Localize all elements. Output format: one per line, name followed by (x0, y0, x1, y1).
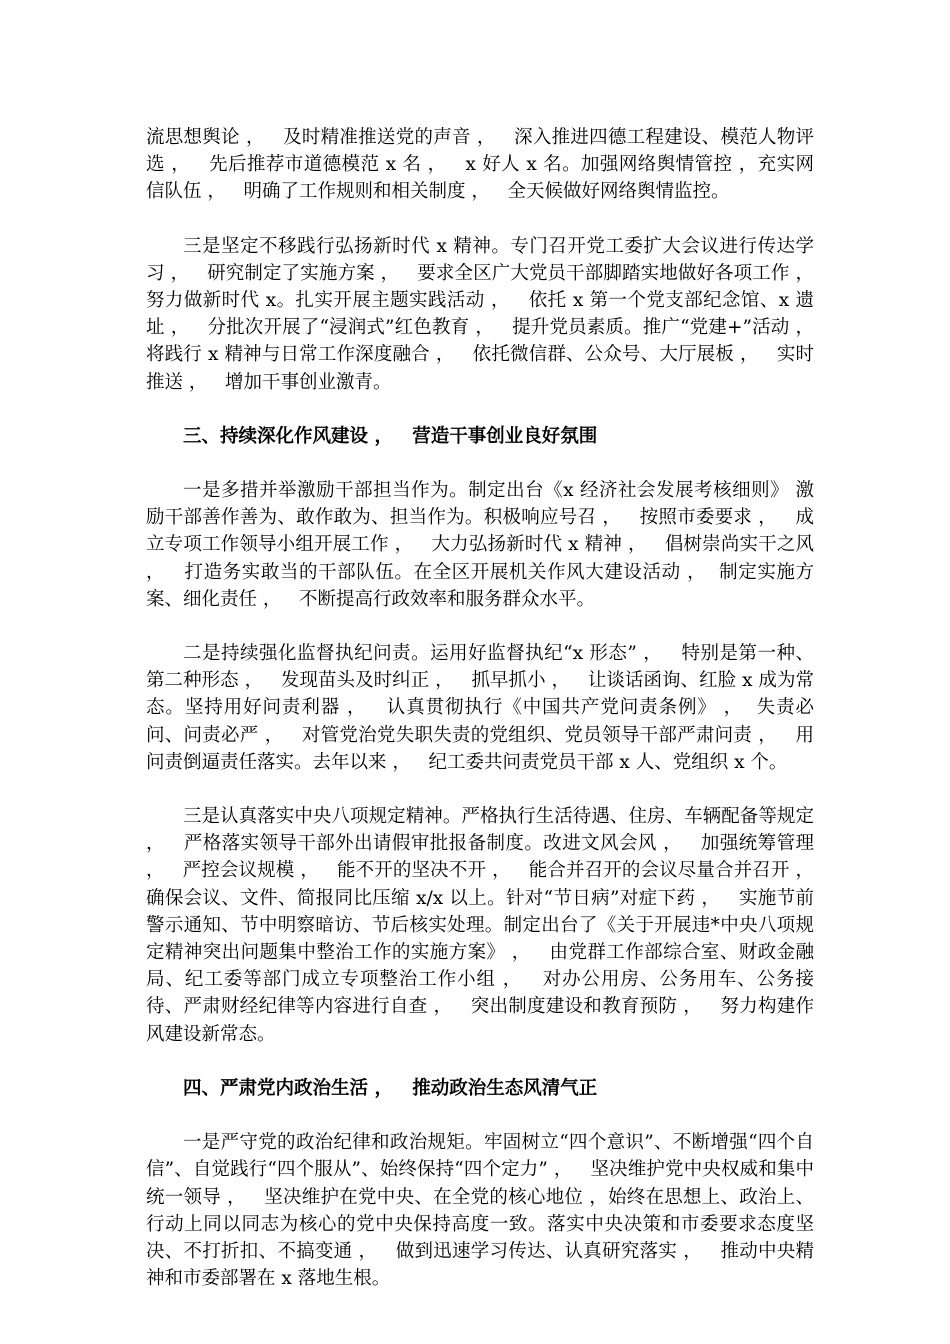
section-heading: 四、严肃党内政治生活 ， 推动政治生态风清气正 (183, 1077, 598, 1099)
paragraph: 流思想舆论 ， 及时精准推送党的声音 ， 深入推进四德工程建设、模范人物评选 ， 先后推荐市道德模范 x 名 ， x 好人 x 名。加强网络舆情管控 ，充实网信队伍 ， 明确了工作规则和相关制度 ， 全天候做好网络舆情监控。 (146, 127, 814, 203)
section-heading: 三、持续深化作风建设 ， 营造干事创业良好氛围 (183, 425, 598, 447)
paragraph: 三是认真落实中央八项规定精神。严格执行生活待遇、住房、车辆配备等规定 ， 严格落实领导干部外出请假审批报备制度。改进文风会风 ， 加强统筹管理 ， 严控会议规模 ， 能不开的坚决不开 ， 能合并召开的会议尽量合并召开 ， 确保会议、文件、简报同比压缩 x/x 以上。针对“节日病”对症下药 ， 实施节前警示通知、节中明察暗访、节后核实处理。制定出台了《关于开展违*中央八项规定精神突出问题集中整治工作的实施方案》 ， 由党群工作部综合室、财政金融局、纪工委等部门成立专项整治工作小组 ， 对办公用房、公务用车、公务接待、严肃财经纪律等内容进行自查 ， 突出制度建设和教育预防 ， 努力构建作风建设新常态。 (146, 806, 832, 1045)
paragraph: 二是持续强化监督执纪问责。运用好监督执纪“x 形态” ， 特别是第一种、第二种形态 ， 发现苗头及时纠正 ， 抓早抓小 ， 让谈话函询、红脸 x 成为常态。坚持用好问责利器 ， 认真贯彻执行《中国共产党问责条例》 ， 失责必问、问责必严 ， 对管党治党失职失责的党组织、党员领导干部严肃问责 ， 用问责倒逼责任落实。去年以来 ， 纪工委共问责党员干部 x 人、党组织 x 个。 (146, 643, 814, 773)
paragraph: 三是坚定不移践行弘扬新时代 x 精神。专门召开党工委扩大会议进行传达学习 ， 研究制定了实施方案 ， 要求全区广大党员干部脚踏实地做好各项工作 ， 努力做新时代 x。扎实开展主题实践活动 ， 依托 x 第一个党支部纪念馆、x 遗址 ， 分批次开展了“浸润式”红色教育 ， 提升党员素质。推广“党建+”活动 ， 将践行 x 精神与日常工作深度融合 ， 依托微信群、公众号、大厅展板 ， 实时推送 ， 增加干事创业激青。 (146, 235, 832, 393)
paragraph: 一是多措并举激励干部担当作为。制定出台《x 经济社会发展考核细则》 激励干部善作善为、敢作敢为、担当作为。积极响应号召 ， 按照市委要求 ， 成立专项工作领导小组开展工作 ， 大力弘扬新时代 x 精神 ， 倡树崇尚实干之风 ， 打造务实敢当的干部队伍。在全区开展机关作风大建设活动 ， 制定实施方案、细化责任 ， 不断提高行政效率和服务群众水平。 (146, 480, 820, 610)
paragraph: 一是严守党的政治纪律和政治规矩。牢固树立“四个意识”、不断增强“四个自信”、自觉践行“四个服从”、始终保持“四个定力” ， 坚决维护党中央权威和集中统一领导 ， 坚决维护在党中央、在全党的核心地位 ，始终在思想上、政治上、行动上同以同志为核心的党中央保持高度一致。落实中央决策和市委要求态度坚决、不打折扣、不搞变通 ， 做到迅速学习传达、认真研究落实 ， 推动中央精神和市委部署在 x 落地生根。 (146, 1132, 814, 1290)
document-page (146, 124, 832, 1319)
